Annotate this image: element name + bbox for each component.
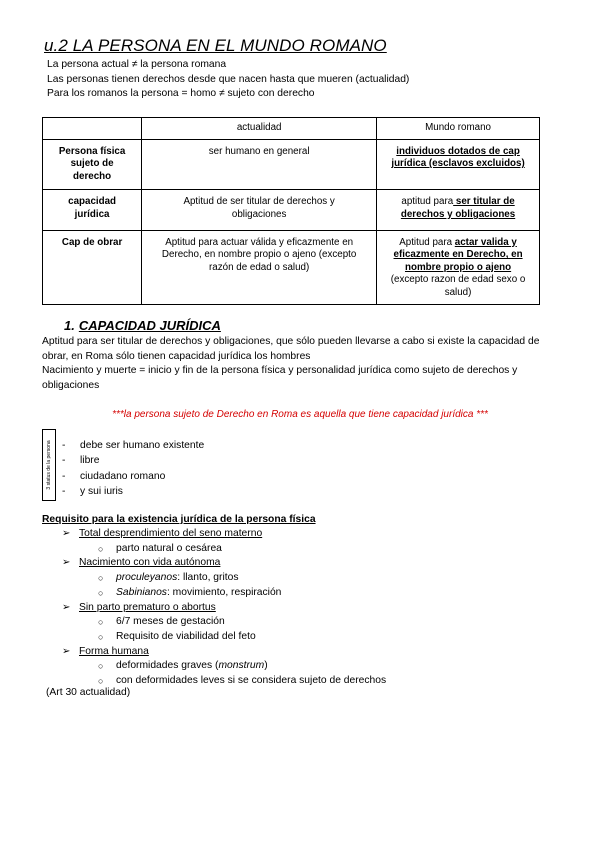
circle-bullet-icon: ○: [98, 617, 104, 628]
table-row: [43, 139, 540, 190]
arrow-bullet-icon: ➢: [62, 601, 71, 613]
roman-text: Aptitud para: [399, 236, 455, 248]
list-item: - y sui iuris: [62, 485, 123, 497]
table-header-cell: actualidad: [142, 118, 377, 140]
section-title: CAPACIDAD JURÍDICA: [78, 318, 221, 333]
list-item: ➢ Forma humana: [62, 645, 386, 660]
highlight-note: ***la persona sujeto de Derecho en Roma es aquella que tiene capacidad jurídica ***: [112, 409, 488, 420]
roman-text: aptitud para: [401, 196, 454, 208]
footnote: (Art 30 actualidad): [46, 687, 131, 698]
intro-line: Las personas tienen derechos desde que nacen hasta que mueren (actualidad): [47, 73, 410, 85]
roman-text-emphasis: actar valida y eficazmente en Derecho, en nombre propio o ajeno: [393, 236, 523, 273]
requisitos-heading: Requisito para la existencia jurídica de la persona física: [42, 514, 316, 525]
page-title: u.2 LA PERSONA EN EL MUNDO ROMANO: [44, 36, 387, 55]
comparison-table: [42, 117, 540, 305]
circle-bullet-icon: ○: [98, 676, 104, 687]
circle-bullet-icon: ○: [98, 543, 104, 554]
row-label: capacidad jurídica: [43, 190, 142, 230]
circle-bullet-icon: ○: [98, 573, 104, 584]
cell-roman: [377, 230, 540, 304]
roman-text: individuos dotados de cap jurídica (esclavos excluidos): [391, 145, 525, 170]
sub-list-item: ○ parto natural o cesárea: [62, 542, 386, 557]
paragraph: Nacimiento y muerte = inicio y fin de la persona física y personalidad jurídica como sujeto de derechos y obligaciones: [42, 365, 518, 391]
circle-bullet-icon: ○: [98, 661, 104, 672]
list-item: - ciudadano romano: [62, 470, 166, 482]
table-header-row: [43, 118, 540, 140]
circle-bullet-icon: ○: [98, 631, 104, 642]
table-row: [43, 190, 540, 230]
sub-list-item: ○ Sabinianos: movimiento, respiración: [62, 586, 386, 601]
circle-bullet-icon: ○: [98, 587, 104, 598]
sub-list-item: ○ deformidades graves (monstrum): [62, 659, 386, 674]
intro-line: Para los romanos la persona = homo ≠ sujeto con derecho: [47, 88, 315, 99]
list-item: - libre: [62, 455, 100, 467]
sub-list-item: ○ con deformidades leves si se considera sujeto de derechos: [62, 674, 386, 689]
list-item: ➢ Sin parto prematuro o abortus: [62, 601, 386, 616]
roman-text: (excepto razon de edad sexo o salud): [390, 274, 526, 298]
paragraph: Aptitud para ser titular de derechos y obligaciones, que sólo pueden llevarse a cabo si existe la capacidad de obrar, en Roma sólo tienen capacidad jurídica los hombres: [42, 336, 540, 362]
table-row: [43, 230, 540, 304]
table-header-cell: [43, 118, 142, 140]
intro-block: [47, 58, 409, 102]
section-number: 1.: [64, 318, 75, 333]
cell-roman: [377, 139, 540, 190]
cell-actual: Aptitud de ser titular de derechos y obligaciones: [142, 190, 377, 230]
arrow-bullet-icon: ➢: [62, 645, 71, 657]
side-label-box: [42, 429, 56, 501]
status-list: [62, 438, 204, 499]
sub-list-item: ○ 6/7 meses de gestación: [62, 615, 386, 630]
requisitos-list: [62, 527, 386, 689]
section-heading: [64, 318, 221, 333]
list-item: ➢ Total desprendimiento del seno materno: [62, 527, 386, 542]
sub-list-item: ○ proculeyanos: llanto, gritos: [62, 571, 386, 586]
list-item: - debe ser humano existente: [62, 440, 205, 451]
sub-list-item: ○ Requisito de viabilidad del feto: [62, 630, 386, 645]
cell-actual: Aptitud para actuar válida y eficazmente en Derecho, en nombre propio o ajeno (excepto razón de edad o salud): [142, 230, 377, 304]
list-item: ➢ Nacimiento con vida autónoma: [62, 556, 386, 571]
row-label: Cap de obrar: [43, 230, 142, 304]
side-label: 3 status de la persona: [46, 440, 52, 490]
arrow-bullet-icon: ➢: [62, 557, 71, 569]
intro-line: La persona actual ≠ la persona romana: [47, 59, 227, 70]
roman-text-emphasis: ser titular de derechos y obligaciones: [400, 196, 516, 220]
arrow-bullet-icon: ➢: [62, 528, 71, 539]
cell-actual: ser humano en general: [142, 139, 377, 190]
cell-roman: [377, 190, 540, 230]
table-header-cell: Mundo romano: [377, 118, 540, 140]
row-label: Persona física sujeto de derecho: [43, 139, 142, 190]
